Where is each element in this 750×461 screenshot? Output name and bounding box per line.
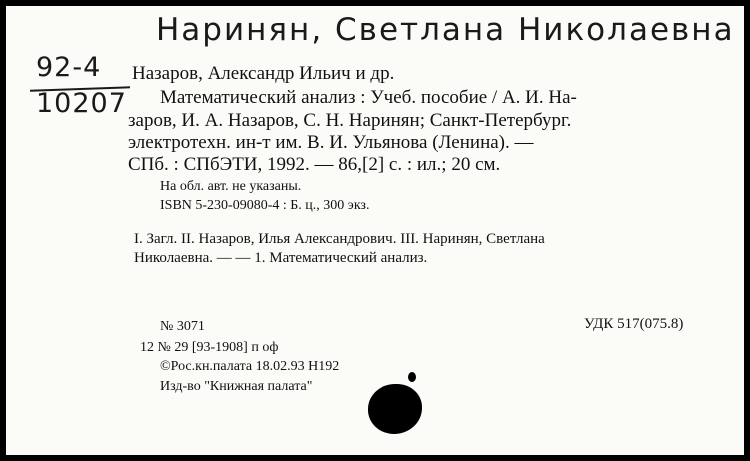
ink-speck: [408, 372, 416, 382]
card-number: № 3071: [160, 319, 205, 334]
handwritten-shelf-mark-top: 92-4: [36, 52, 102, 83]
udk-code: УДК 517(075.8): [584, 316, 684, 332]
isbn-line: ISBN 5-230-09080-4 : Б. ц., 300 экз.: [160, 198, 370, 213]
title-line: Математический анализ : Учеб. пособие / А. И. На-: [160, 87, 577, 108]
tracing-line: Николаевна. — — 1. Математический анализ.: [134, 250, 428, 266]
catalog-card: [6, 6, 744, 455]
copyright-line: ©Рос.кн.палата 18.02.93 Н192: [160, 359, 340, 374]
author-heading: Назаров, Александр Ильич и др.: [132, 63, 395, 84]
title-line: СПб. : СПбЭТИ, 1992. — 86,[2] с. : ил.; 20 см.: [128, 154, 501, 175]
handwritten-name: Наринян, Светлана Николаевна: [156, 12, 735, 48]
publisher-line: Изд-во "Книжная палата": [160, 379, 313, 394]
note-line: На обл. авт. не указаны.: [160, 179, 302, 194]
tracing-line: I. Загл. II. Назаров, Илья Александрович. III. Наринян, Светлана: [134, 231, 545, 247]
handwritten-shelf-mark-bottom: 10207: [36, 88, 127, 119]
title-line: заров, И. А. Назаров, С. Н. Наринян; Санкт-Петербург.: [128, 110, 572, 131]
print-number: 12 № 29 [93-1908] п оф: [140, 340, 279, 355]
title-line: электротехн. ин-т им. В. И. Ульянова (Ленина). —: [128, 132, 534, 153]
ink-stain: [368, 384, 422, 434]
